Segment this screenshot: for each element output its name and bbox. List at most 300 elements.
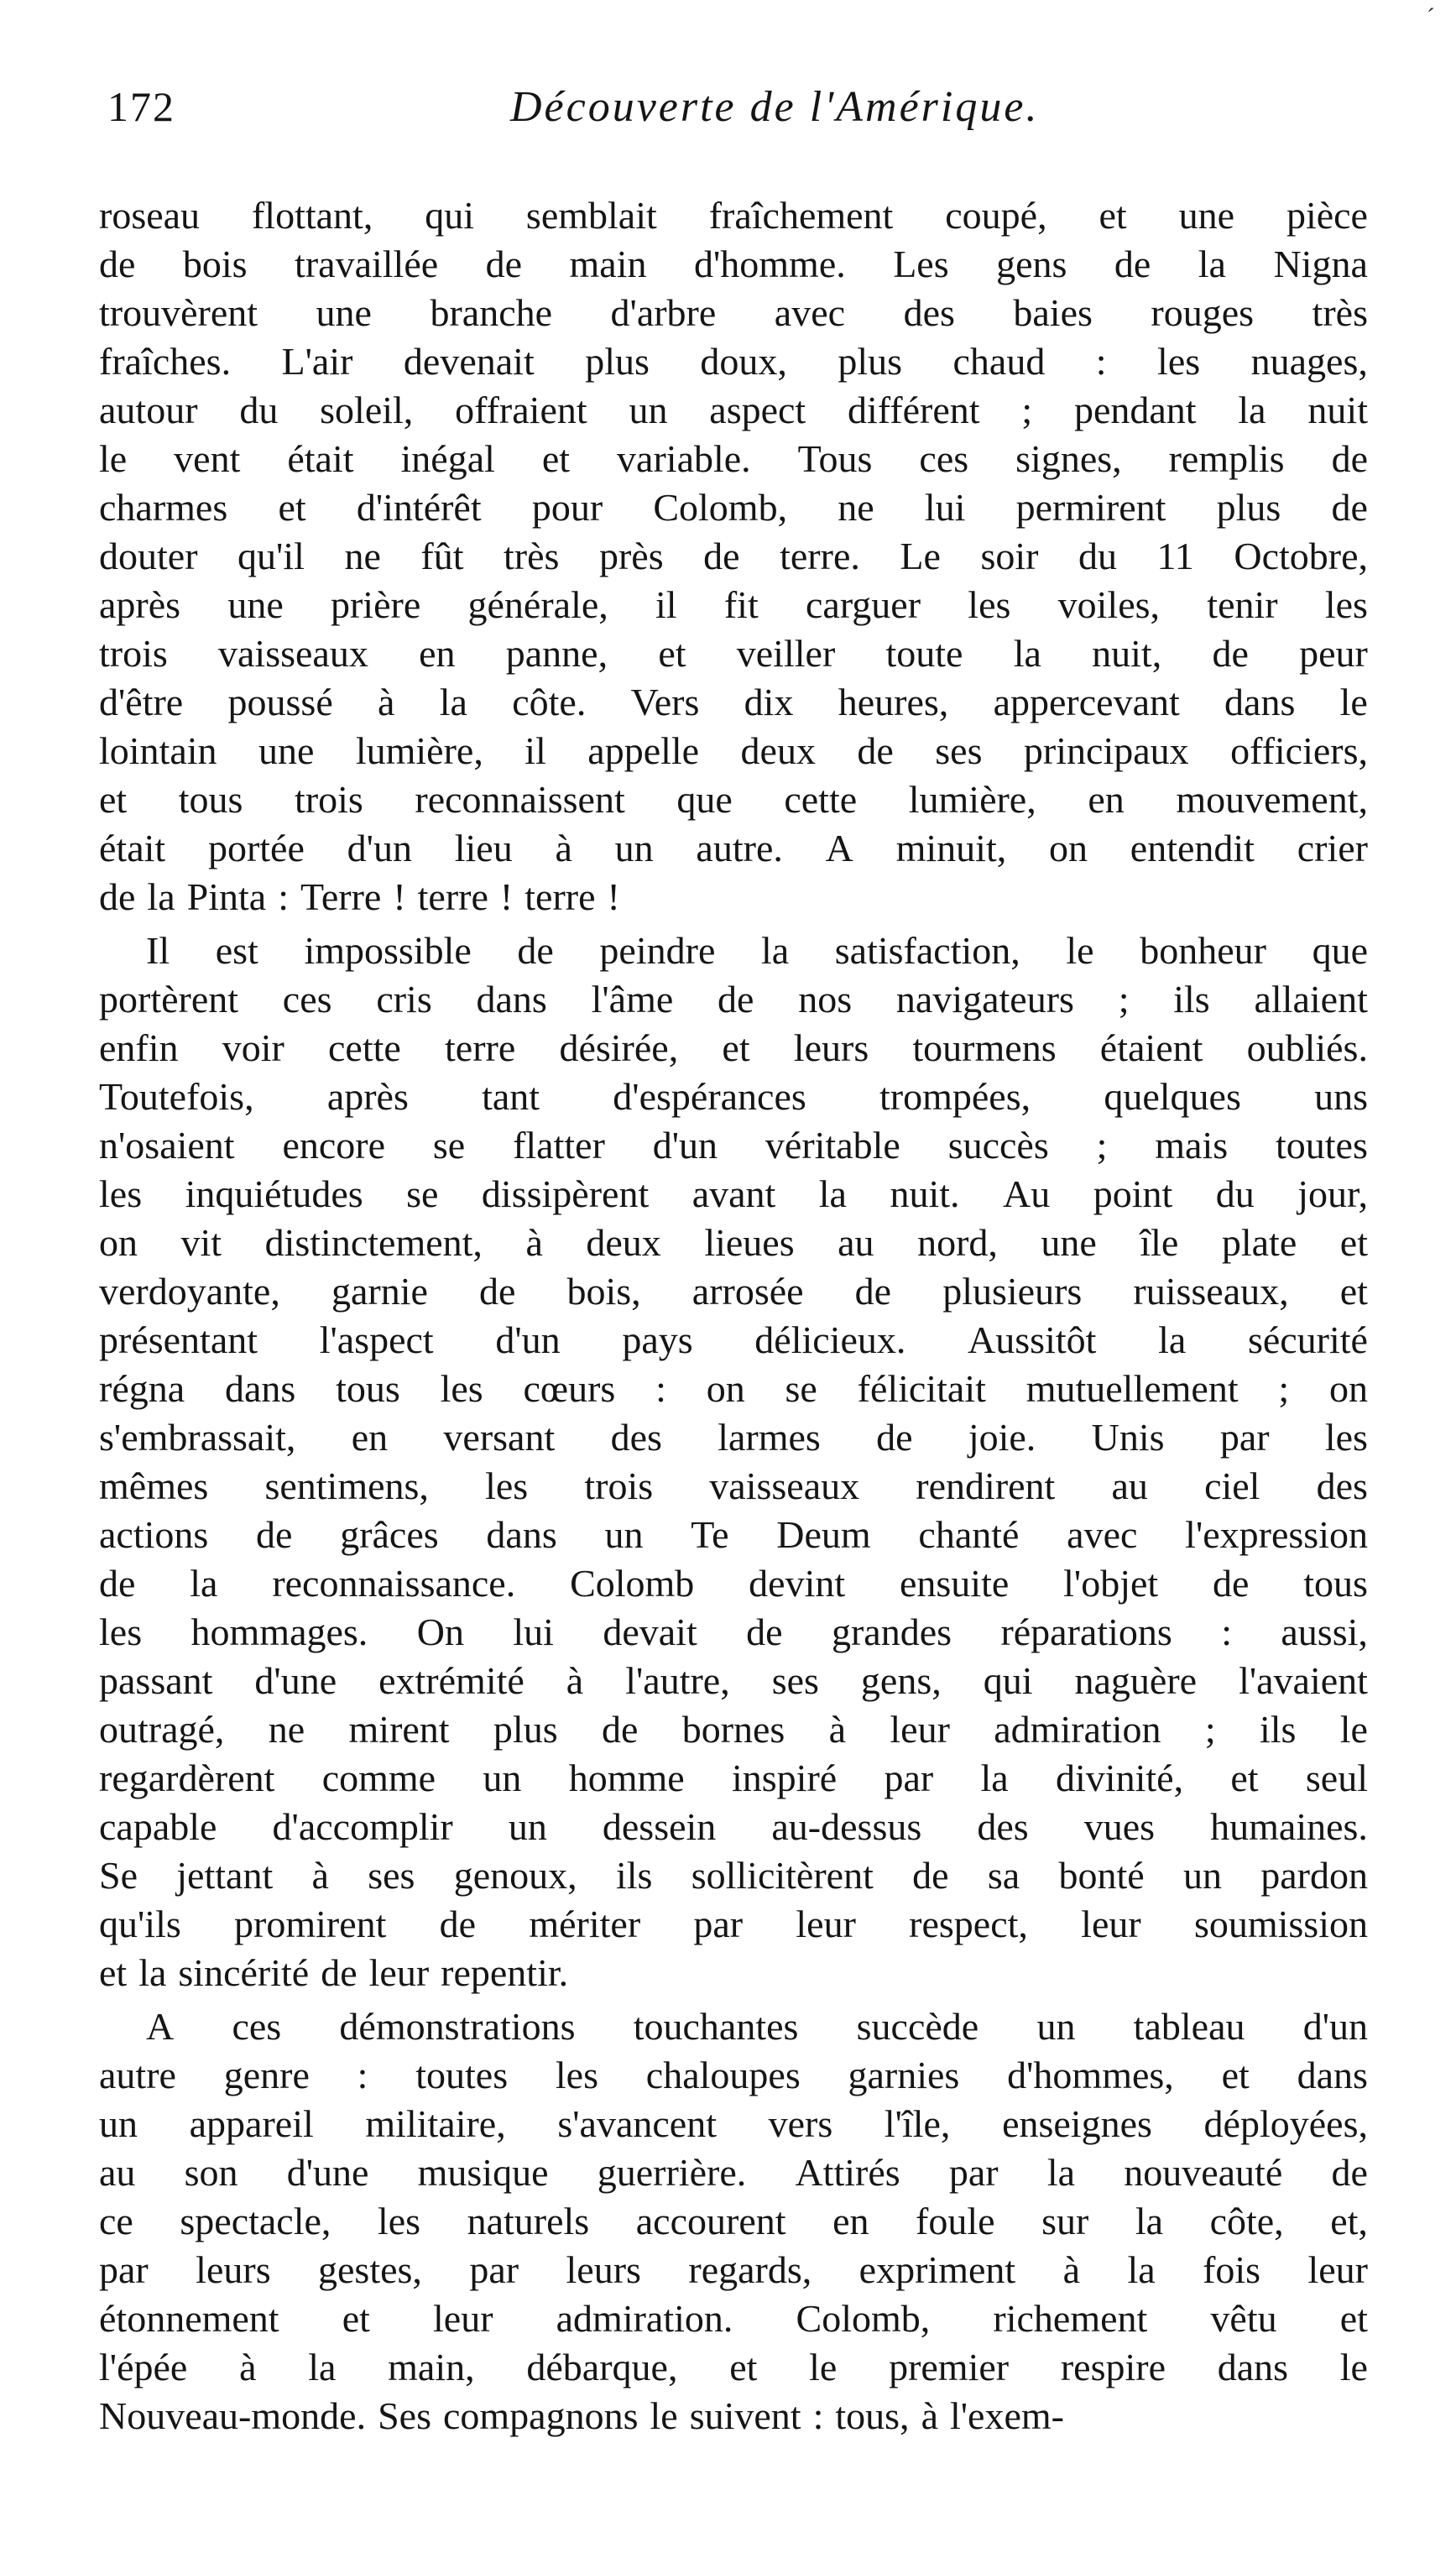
word: : [1221, 1610, 1232, 1653]
word: humaines. [1210, 1805, 1368, 1848]
word: débarque, [526, 2346, 678, 2388]
word: par [693, 1903, 744, 1945]
body-text [99, 191, 1368, 2441]
word: promirent [234, 1903, 387, 1945]
word: mériter [529, 1903, 641, 1945]
word: suivent [689, 2394, 801, 2437]
word: arrosée [691, 1270, 804, 1313]
word: d'un [1302, 2005, 1368, 2048]
word: soir [980, 535, 1039, 577]
word: ! [393, 875, 406, 918]
word: un [604, 1513, 644, 1556]
word: d'espérances [613, 1075, 806, 1118]
word: autre. [696, 827, 783, 869]
word: et [342, 2297, 370, 2340]
word: ses [935, 729, 983, 772]
word: tous [336, 1367, 400, 1410]
word: terre. [780, 535, 860, 577]
scan-speck: ´ [1427, 3, 1435, 31]
word: devint [749, 1562, 846, 1605]
word: trouvèrent [99, 291, 258, 334]
text-line [99, 2343, 1368, 2392]
word: bonheur [1140, 929, 1266, 972]
word: tenir [1207, 583, 1278, 626]
word: extrémité [378, 1659, 524, 1702]
word: oubliés. [1246, 1026, 1368, 1069]
word: du [1078, 535, 1117, 577]
word: démonstrations [339, 2005, 576, 2048]
word: du [239, 389, 279, 431]
word: minuit, [895, 827, 1007, 869]
word: portée [207, 827, 305, 869]
word: et, [1330, 2200, 1368, 2242]
word: plus [493, 1708, 558, 1751]
word: On [416, 1610, 464, 1653]
word: richement [993, 2297, 1148, 2340]
word: d'homme. [693, 243, 846, 285]
word: nos [798, 978, 853, 1021]
word: d'intérêt [356, 486, 482, 529]
word: île [1140, 1221, 1179, 1264]
word: nuit, [1092, 632, 1162, 675]
word: toute [885, 632, 963, 675]
word: présentant [99, 1318, 258, 1361]
word: lui [513, 1610, 554, 1653]
word: leurs [566, 2248, 641, 2291]
word: main [569, 243, 647, 285]
word: Au [1002, 1172, 1051, 1215]
word: de [256, 1513, 293, 1556]
word: mêmes [99, 1464, 209, 1507]
word: l'objet [1063, 1562, 1159, 1605]
word: le [99, 437, 128, 480]
word: jettant [176, 1854, 274, 1897]
word: nuit [1307, 389, 1368, 431]
word: cœurs [523, 1367, 616, 1410]
word: on [1329, 1367, 1368, 1410]
word: : [278, 875, 289, 918]
word: ces [232, 2005, 282, 2048]
word: terre [524, 875, 596, 918]
word: trompées, [879, 1075, 1031, 1118]
word: lointain [99, 729, 217, 772]
word: le [1066, 929, 1094, 972]
word: un [508, 1805, 547, 1848]
word: l'île, [884, 2102, 951, 2145]
word: cette [784, 778, 858, 821]
word: peindre [599, 929, 716, 972]
word: la [818, 1172, 847, 1215]
word: fit [723, 583, 759, 626]
word: leurs [196, 2248, 271, 2291]
word: mutuellement [1025, 1367, 1239, 1410]
word: de [485, 243, 523, 285]
word: la [1238, 389, 1266, 431]
word: chaloupes [645, 2054, 801, 2096]
word: panne, [505, 632, 608, 675]
word: douter [99, 535, 198, 577]
word: satisfaction, [834, 929, 1020, 972]
word: : [357, 2054, 368, 2096]
word: ne [838, 486, 874, 529]
word: que [1312, 929, 1368, 972]
text-line [99, 1511, 1368, 1559]
word: vaisseaux [709, 1464, 860, 1507]
word: heures, [838, 681, 949, 723]
text-line [99, 2197, 1368, 2246]
running-head [107, 82, 1349, 149]
word: et [1339, 1221, 1368, 1264]
word: leur [890, 1708, 950, 1751]
word: de [99, 1562, 136, 1605]
word: à [378, 681, 395, 723]
word: bois, [566, 1270, 641, 1313]
text-line [99, 289, 1368, 337]
word: ils [1259, 1708, 1297, 1751]
text-line [99, 824, 1368, 873]
word: nord, [917, 1221, 998, 1264]
word: qu'ils [99, 1903, 181, 1945]
word: plusieurs [942, 1270, 1083, 1313]
word: de [718, 978, 754, 1021]
word: point [1093, 1172, 1173, 1215]
word: différent [848, 389, 980, 431]
text-line [99, 1949, 1368, 1997]
word: devait [603, 1610, 697, 1653]
word: tous [1303, 1562, 1368, 1605]
word: et [1230, 1757, 1259, 1799]
word: trois [99, 632, 168, 675]
text-line [99, 386, 1368, 435]
word: les [377, 2200, 421, 2242]
word: rendirent [916, 1464, 1056, 1507]
word: entendit [1130, 827, 1255, 869]
word: les [555, 2054, 598, 2096]
word: est [215, 929, 258, 972]
word: et [1339, 2297, 1368, 2340]
word: on [1049, 827, 1088, 869]
word: plus [1216, 486, 1281, 529]
word: garnies [848, 2054, 960, 2096]
word: par [1219, 1416, 1270, 1459]
word: dans [224, 1367, 296, 1410]
word: la [1013, 632, 1041, 675]
word: un [1182, 1854, 1222, 1897]
word: à [555, 827, 572, 869]
word: délicieux. [754, 1318, 906, 1361]
word: divinité, [1056, 1757, 1184, 1799]
text-line [99, 1267, 1368, 1316]
word: un [1036, 2005, 1076, 2048]
word: genre [223, 2054, 310, 2096]
text-line [99, 927, 1368, 975]
word: réparations [1000, 1610, 1172, 1653]
word: flottant, [251, 194, 373, 237]
word: jour, [1297, 1172, 1368, 1215]
text-line [99, 1608, 1368, 1657]
word: des [977, 1805, 1029, 1848]
word: musique [417, 2151, 549, 2194]
word: d'être [99, 681, 184, 723]
word: appareil [189, 2102, 314, 2145]
word: : [812, 2394, 824, 2437]
word: actions [99, 1513, 209, 1556]
word: côte. [512, 681, 587, 723]
word: nuages, [1250, 340, 1368, 383]
word: leurs [793, 1026, 869, 1069]
text-line [99, 337, 1368, 386]
word: peur [1299, 632, 1368, 675]
word: coupé, [945, 194, 1047, 237]
text-line [99, 678, 1368, 727]
word: ; [1118, 978, 1130, 1021]
word: une [316, 291, 372, 334]
word: à [828, 1708, 847, 1751]
word: naguère [1074, 1659, 1198, 1702]
word: d'une [254, 1659, 337, 1702]
word: tableau [1133, 2005, 1245, 2048]
word: il [524, 729, 546, 772]
word: Deum [776, 1513, 871, 1556]
word: la [1198, 243, 1226, 285]
word: Te [691, 1513, 729, 1556]
word: d'hommes, [1007, 2054, 1174, 2096]
word: cris [376, 978, 432, 1021]
word: se [785, 1367, 817, 1410]
word: voir [222, 1026, 284, 1069]
word: au [99, 2151, 136, 2194]
word: leur [433, 2297, 493, 2340]
word: mirent [348, 1708, 450, 1751]
text-line [99, 629, 1368, 678]
word: et [278, 486, 306, 529]
text-line [99, 2148, 1368, 2197]
word: repentir. [441, 1951, 569, 1994]
word: en [419, 632, 456, 675]
word: l'autre, [625, 1659, 730, 1702]
text-line [99, 1851, 1368, 1900]
word: ; [1096, 1124, 1108, 1167]
word: tourmens [912, 1026, 1057, 1069]
word: et [722, 1026, 750, 1069]
word: Vers [630, 681, 700, 723]
word: lui [924, 486, 966, 529]
word: de [321, 1951, 357, 1994]
word: côte, [1209, 2200, 1284, 2242]
word: enfin [99, 1026, 179, 1069]
word: Terre [300, 875, 382, 918]
word: roseau [99, 194, 201, 237]
word: sollicitèrent [691, 1854, 874, 1897]
word: A [146, 2005, 175, 2048]
word: outragé, [99, 1708, 225, 1751]
word: vers [768, 2102, 833, 2145]
text-line [99, 1754, 1368, 1803]
word: Il [146, 929, 170, 972]
word: Octobre, [1234, 535, 1368, 577]
word: admiration. [556, 2297, 733, 2340]
word: homme [568, 1757, 685, 1799]
word: à [311, 1854, 329, 1897]
word: terre [417, 875, 488, 918]
word: l'épée [99, 2346, 188, 2388]
word: bonté [1058, 1854, 1145, 1897]
word: offraient [455, 389, 587, 431]
word: Nigna [1273, 243, 1368, 285]
word: avec [774, 291, 846, 334]
word: dans [486, 1513, 557, 1556]
word: d'une [286, 2151, 369, 2194]
word: sentimens, [264, 1464, 429, 1507]
word: Colomb [570, 1562, 695, 1605]
word: s'embrassait, [99, 1416, 296, 1459]
word: la [760, 929, 790, 972]
text-line [99, 2100, 1368, 2148]
word: et [541, 437, 571, 480]
word: qui [983, 1659, 1033, 1702]
word: fraîches. [99, 340, 232, 383]
word: seul [1305, 1757, 1368, 1799]
word: à [921, 2394, 938, 2437]
word: pour [531, 486, 603, 529]
word: respect, [909, 1903, 1028, 1945]
word: du [1215, 1172, 1255, 1215]
word: spectacle, [180, 2200, 331, 2242]
word: deux [740, 729, 816, 772]
word: inspiré [731, 1757, 838, 1799]
word: guerrière. [597, 2151, 747, 2194]
word: bornes [681, 1708, 785, 1751]
word: et [1339, 1270, 1368, 1313]
text-line [99, 2294, 1368, 2343]
word: pays [622, 1318, 693, 1361]
word: l'avaient [1239, 1659, 1368, 1702]
word: n'osaient [99, 1124, 235, 1167]
word: d'un [495, 1318, 561, 1361]
word: dans [1224, 681, 1296, 723]
word: uns [1314, 1075, 1368, 1118]
word: : [655, 1367, 666, 1410]
word: de [854, 1270, 892, 1313]
word: de [439, 1903, 477, 1945]
word: poussé [227, 681, 333, 723]
word: encore [282, 1124, 386, 1167]
word: ce [99, 2200, 133, 2242]
text-line [99, 1121, 1368, 1170]
word: gestes, [318, 2248, 422, 2291]
word: leur [1081, 1903, 1141, 1945]
word: de [1331, 2151, 1368, 2194]
word: se [406, 1172, 439, 1215]
word: près [598, 535, 664, 577]
word: voiles, [1057, 583, 1161, 626]
word: ! [499, 875, 514, 918]
word: les [1157, 340, 1201, 383]
word: l'exem- [949, 2394, 1064, 2437]
word: devenait [403, 340, 535, 383]
text-line [99, 191, 1368, 240]
word: L'air [281, 340, 353, 383]
word: veiller [736, 632, 836, 675]
word: régna [99, 1367, 185, 1410]
word: distinctement, [264, 1221, 483, 1264]
word: la [138, 1951, 167, 1994]
word: par [469, 2248, 519, 2291]
text-line [99, 532, 1368, 581]
word: la [1046, 2151, 1076, 2194]
word: vêtu [1210, 2297, 1277, 2340]
word: leur [1307, 2248, 1368, 2291]
word: passant [99, 1659, 213, 1702]
word: de [99, 243, 136, 285]
word: ne [344, 535, 381, 577]
word: de [1212, 632, 1249, 675]
word: Colomb, [653, 486, 788, 529]
word: par [884, 1757, 934, 1799]
word: au [1111, 1464, 1148, 1507]
word: autour [99, 389, 198, 431]
word: enseignes [1002, 2102, 1152, 2145]
word: grâces [340, 1513, 439, 1556]
word: remplis [1168, 437, 1285, 480]
word: lumière, [908, 778, 1036, 821]
word: ciel [1204, 1464, 1260, 1507]
word: Le [900, 535, 941, 577]
word: très [1312, 291, 1368, 334]
word: soleil, [320, 389, 414, 431]
word: respire [1060, 2346, 1166, 2388]
word: toutes [1276, 1124, 1368, 1167]
word: compagnons [442, 2394, 639, 2437]
word: tous, [835, 2394, 910, 2437]
word: navigateurs [895, 978, 1074, 1021]
word: la [1135, 2200, 1164, 2242]
word: ils [615, 1854, 653, 1897]
text-line [99, 2246, 1368, 2294]
word: un [614, 827, 654, 869]
text-line [99, 2392, 1368, 2441]
word: au [838, 1221, 874, 1264]
word: très [504, 535, 560, 577]
word: de [1114, 243, 1151, 285]
word: toutes [415, 2054, 509, 2096]
word: trois [584, 1464, 654, 1507]
word: gens [996, 243, 1067, 285]
word: tous [178, 778, 243, 821]
page-number: 172 [107, 83, 175, 130]
word: ils [1173, 978, 1210, 1021]
word: soumission [1193, 1903, 1368, 1945]
word: touchantes [633, 2005, 799, 2048]
word: des [1316, 1464, 1368, 1507]
word: l'âme [591, 978, 674, 1021]
text-line [99, 483, 1368, 532]
word: carguer [805, 583, 921, 626]
text-line [99, 1803, 1368, 1851]
word: et [658, 632, 686, 675]
word: flatter [513, 1124, 605, 1167]
word: nuit. [890, 1172, 960, 1215]
word: gens, [860, 1659, 942, 1702]
word: Aussitôt [968, 1318, 1097, 1361]
word: qui [425, 194, 475, 237]
word: de [746, 1610, 783, 1653]
word: par [99, 2248, 149, 2291]
word: leur [796, 1903, 856, 1945]
word: une [1041, 1221, 1097, 1264]
word: ; [1204, 1708, 1216, 1751]
word: à [566, 1659, 584, 1702]
